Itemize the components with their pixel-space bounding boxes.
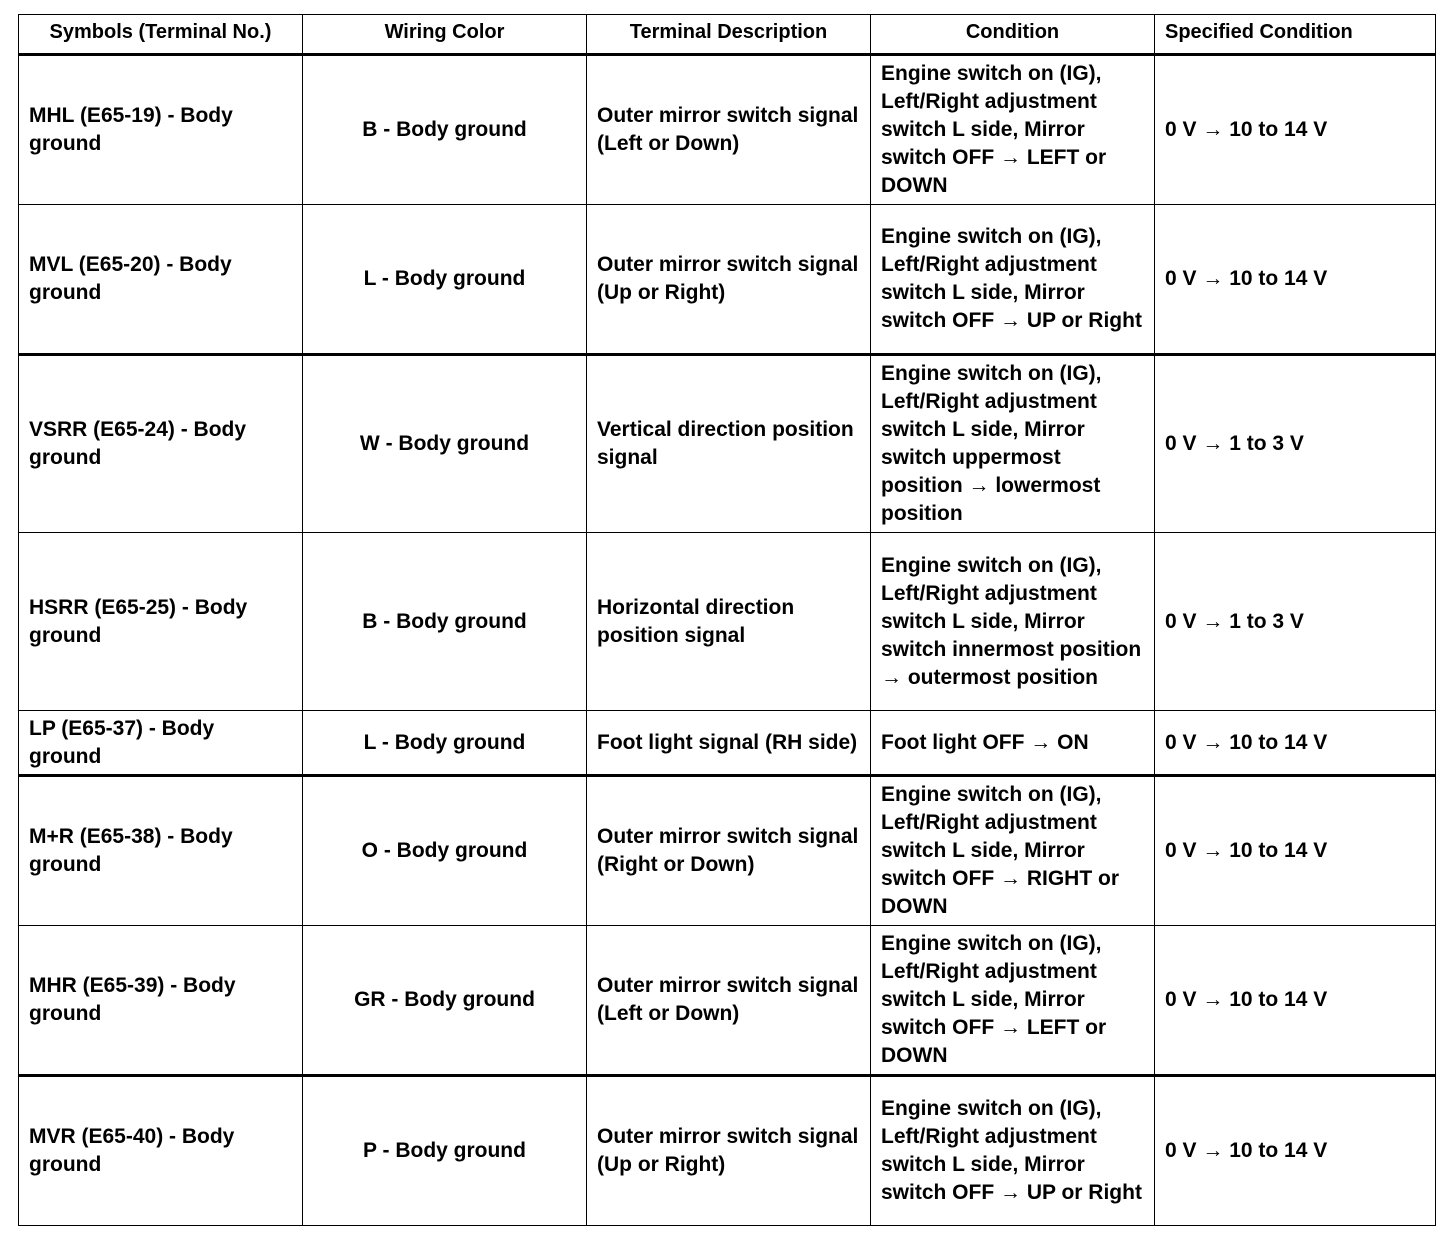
cell-specified-condition: 0 V → 10 to 14 V xyxy=(1155,926,1436,1076)
cell-symbol: VSRR (E65-24) - Body ground xyxy=(19,355,303,533)
header-wiring-color: Wiring Color xyxy=(303,15,587,55)
cell-condition: Engine switch on (IG), Left/Right adjustment switch L side, Mirror switch OFF → LEFT or DOWN xyxy=(871,55,1155,205)
cell-specified-condition: 0 V → 10 to 14 V xyxy=(1155,1076,1436,1226)
cell-specified-condition: 0 V → 10 to 14 V xyxy=(1155,776,1436,926)
cell-condition: Engine switch on (IG), Left/Right adjustment switch L side, Mirror switch OFF → RIGHT or DOWN xyxy=(871,776,1155,926)
cell-condition: Engine switch on (IG), Left/Right adjustment switch L side, Mirror switch uppermost position → lowermost position xyxy=(871,355,1155,533)
header-condition: Condition xyxy=(871,15,1155,55)
cell-symbol: MHL (E65-19) - Body ground xyxy=(19,55,303,205)
cell-wiring-color: O - Body ground xyxy=(303,776,587,926)
cell-specified-condition: 0 V → 10 to 14 V xyxy=(1155,55,1436,205)
cell-description: Outer mirror switch signal (Up or Right) xyxy=(587,205,871,355)
cell-wiring-color: L - Body ground xyxy=(303,205,587,355)
table-row xyxy=(19,926,1436,1076)
cell-description: Horizontal direction position signal xyxy=(587,533,871,711)
cell-symbol: MHR (E65-39) - Body ground xyxy=(19,926,303,1076)
cell-wiring-color: P - Body ground xyxy=(303,1076,587,1226)
header-terminal-description: Terminal Description xyxy=(587,15,871,55)
table-row xyxy=(19,776,1436,926)
cell-condition: Engine switch on (IG), Left/Right adjustment switch L side, Mirror switch OFF → UP or Right xyxy=(871,205,1155,355)
table-row xyxy=(19,533,1436,711)
cell-wiring-color: B - Body ground xyxy=(303,55,587,205)
cell-description: Outer mirror switch signal (Up or Right) xyxy=(587,1076,871,1226)
cell-symbol: LP (E65-37) - Body ground xyxy=(19,711,303,776)
cell-wiring-color: GR - Body ground xyxy=(303,926,587,1076)
cell-symbol: MVR (E65-40) - Body ground xyxy=(19,1076,303,1226)
cell-symbol: HSRR (E65-25) - Body ground xyxy=(19,533,303,711)
cell-condition: Engine switch on (IG), Left/Right adjustment switch L side, Mirror switch innermost position → outermost position xyxy=(871,533,1155,711)
cell-description: Vertical direction position signal xyxy=(587,355,871,533)
header-row xyxy=(19,15,1436,55)
table-row xyxy=(19,711,1436,776)
terminal-spec-table xyxy=(18,14,1436,1226)
cell-condition: Engine switch on (IG), Left/Right adjustment switch L side, Mirror switch OFF → LEFT or DOWN xyxy=(871,926,1155,1076)
header-specified-condition: Specified Condition xyxy=(1155,15,1436,55)
cell-specified-condition: 0 V → 10 to 14 V xyxy=(1155,205,1436,355)
cell-wiring-color: L - Body ground xyxy=(303,711,587,776)
cell-condition: Engine switch on (IG), Left/Right adjustment switch L side, Mirror switch OFF → UP or Right xyxy=(871,1076,1155,1226)
cell-symbol: M+R (E65-38) - Body ground xyxy=(19,776,303,926)
table-row xyxy=(19,55,1436,205)
table-row xyxy=(19,355,1436,533)
cell-description: Foot light signal (RH side) xyxy=(587,711,871,776)
cell-condition: Foot light OFF → ON xyxy=(871,711,1155,776)
table-row xyxy=(19,205,1436,355)
table-row xyxy=(19,1076,1436,1226)
cell-description: Outer mirror switch signal (Left or Down) xyxy=(587,55,871,205)
cell-specified-condition: 0 V → 1 to 3 V xyxy=(1155,355,1436,533)
cell-description: Outer mirror switch signal (Right or Down) xyxy=(587,776,871,926)
cell-wiring-color: W - Body ground xyxy=(303,355,587,533)
cell-specified-condition: 0 V → 10 to 14 V xyxy=(1155,711,1436,776)
header-symbols: Symbols (Terminal No.) xyxy=(19,15,303,55)
cell-description: Outer mirror switch signal (Left or Down) xyxy=(587,926,871,1076)
cell-wiring-color: B - Body ground xyxy=(303,533,587,711)
cell-symbol: MVL (E65-20) - Body ground xyxy=(19,205,303,355)
cell-specified-condition: 0 V → 1 to 3 V xyxy=(1155,533,1436,711)
